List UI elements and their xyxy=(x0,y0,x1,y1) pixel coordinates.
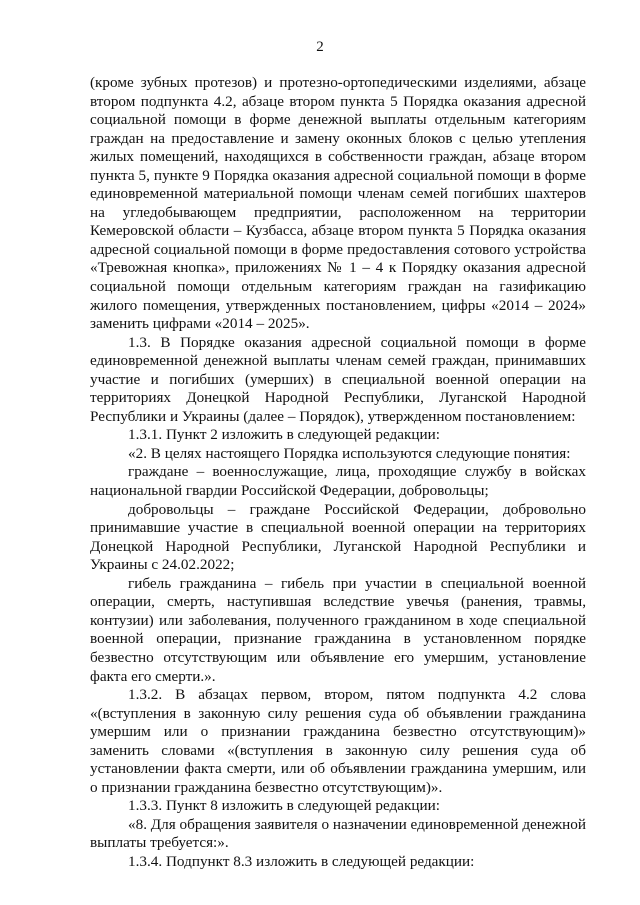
paragraph-definition-death: гибель гражданина – гибель при участии в специальной военной операции, смерть, наступившая вследствие увечья (ранения, травмы, контузии) или заболевания, полученного гражданином в ходе специальной военной операции, признание гражданина в установленном порядке безвестно отсутствующим или объявление его умершим, установление факта его смерти.». xyxy=(90,574,586,685)
paragraph-definition-citizens: граждане – военнослужащие, лица, проходящие службу в войсках национальной гвардии Российской Федерации, добровольцы; xyxy=(90,463,586,500)
paragraph-1-3-2: 1.3.2. В абзацах первом, втором, пятом подпункта 4.2 слова «(вступления в законную силу решения суда об объявлении гражданина умершим или о признании гражданина безвестно отсутствующим)» заменить словами «(вступления в законную силу решения суда об установлении факта смерти, или об объявлении гражданина умершим, или о признании гражданина безвестно отсутствующим)». xyxy=(90,686,586,796)
paragraph-continuation: (кроме зубных протезов) и протезно-ортопедическими изделиями, абзаце втором подпункта 4.2, абзаце втором пункта 5 Порядка оказания адресной социальной помощи в форме денежной выплаты отдельным категориям граждан на предоставление и замену оконных блоков с целью утепления жилых помещений, находящихся в собственности граждан, абзаце втором пункта 5, пункте 9 Порядка оказания адресной социальной помощи в форме единовременной материальной помощи членам семей погибших шахтеров на угледобывающем предприятии, расположенном на территории Кемеровской области – Кузбасса, абзаце втором пункта 5 Порядка оказания адресной социальной помощи в форме предоставления сотового устройства «Тревожная кнопка», приложениях № 1 – 4 к Порядку оказания адресной социальной помощи отдельным категориям граждан на газификацию жилого помещения, утвержденных постановлением, цифры «2014 – 2024» заменить цифрами «2014 – 2025». xyxy=(90,74,586,333)
page-number: 2 xyxy=(316,39,324,55)
paragraph-definition-volunteers: добровольцы – граждане Российской Федерации, добровольно принимавшие участие в специальной военной операции на территориях Донецкой Народной Республики, Луганской Народной Республики и Украины с 24.02.2022; xyxy=(90,500,586,574)
paragraph-1-3: 1.3. В Порядке оказания адресной социальной помощи в форме единовременной денежной выплаты членам семей граждан, принимавших участие и погибших (умерших) в специальной военной операции на территориях Донецкой Народной Республики, Луганской Народной Республики и Украины (далее – Порядок), утвержденном постановлением: xyxy=(90,333,586,425)
paragraph-point-8: «8. Для обращения заявителя о назначении единовременной денежной выплаты требуется:». xyxy=(90,815,586,852)
paragraph-1-3-4: 1.3.4. Подпункт 8.3 изложить в следующей редакции: xyxy=(128,852,475,870)
document-body xyxy=(90,74,586,872)
paragraph-1-3-3: 1.3.3. Пункт 8 изложить в следующей редакции: xyxy=(128,797,441,815)
paragraph-definitions-intro: «2. В целях настоящего Порядка используются следующие понятия: xyxy=(128,444,571,462)
paragraph-1-3-1: 1.3.1. Пункт 2 изложить в следующей редакции: xyxy=(128,426,441,444)
